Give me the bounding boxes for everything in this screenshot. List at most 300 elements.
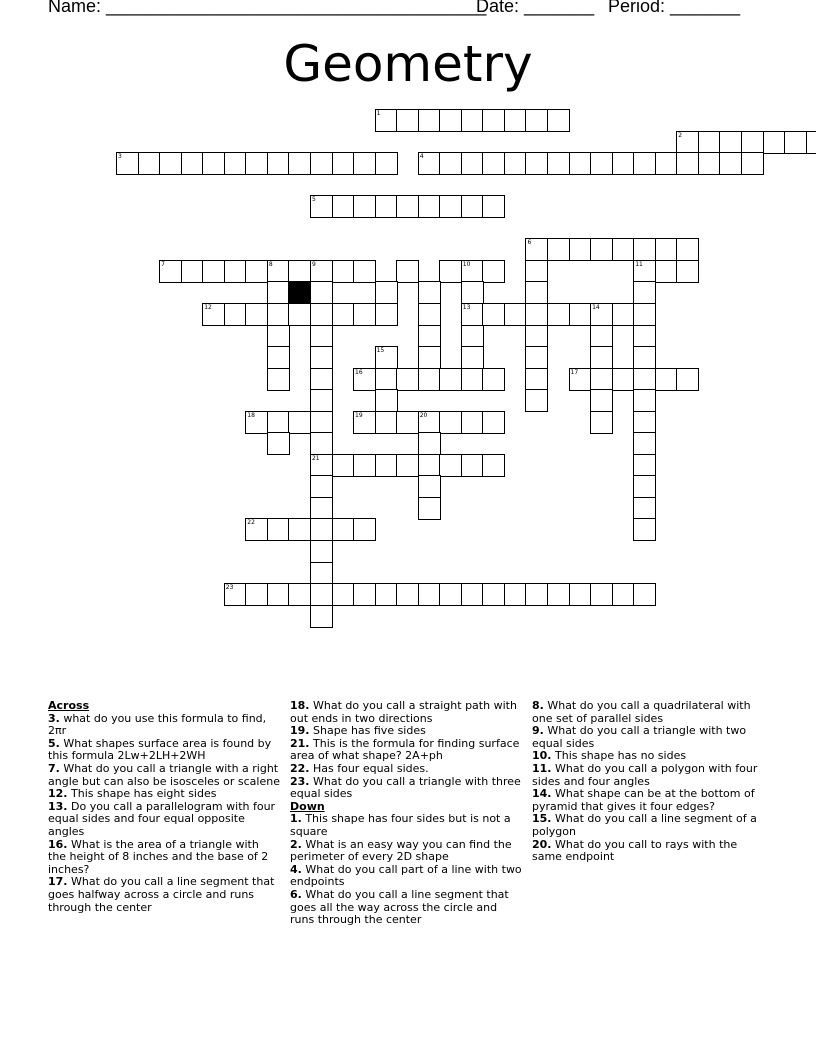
crossword-cell[interactable] bbox=[138, 152, 161, 175]
crossword-cell[interactable] bbox=[547, 583, 570, 606]
crossword-cell[interactable] bbox=[310, 605, 333, 628]
crossword-cell[interactable] bbox=[310, 475, 333, 498]
crossword-cell[interactable] bbox=[353, 152, 376, 175]
clue-section-heading: Across bbox=[48, 699, 90, 712]
crossword-cell[interactable] bbox=[224, 303, 247, 326]
crossword-cell[interactable] bbox=[461, 152, 484, 175]
clue-item-number: 8. bbox=[532, 699, 544, 712]
crossword-cell[interactable] bbox=[396, 109, 419, 132]
crossword-cell[interactable] bbox=[418, 109, 441, 132]
crossword-cell[interactable] bbox=[633, 432, 656, 455]
crossword-cell[interactable] bbox=[288, 518, 311, 541]
clue-item-text: What do you call a line segment of a polygon bbox=[532, 812, 757, 838]
crossword-cell[interactable] bbox=[525, 303, 548, 326]
crossword-cell[interactable] bbox=[245, 411, 268, 434]
crossword-cell[interactable] bbox=[332, 152, 355, 175]
crossword-cell[interactable] bbox=[418, 497, 441, 520]
crossword-cell[interactable] bbox=[612, 152, 635, 175]
crossword-cell[interactable] bbox=[633, 346, 656, 369]
crossword-cell[interactable] bbox=[461, 325, 484, 348]
clue-item-text: What shapes surface area is found by this formula 2Lw+2LH+2WH bbox=[48, 736, 272, 763]
crossword-cell[interactable] bbox=[504, 109, 527, 132]
clue-item-text: What do you call a triangle with two equal sides bbox=[532, 724, 747, 750]
crossword-cell[interactable] bbox=[547, 152, 570, 175]
period-field[interactable]: Period: _______ bbox=[608, 0, 741, 16]
crossword-cell[interactable] bbox=[418, 475, 441, 498]
crossword-cell[interactable] bbox=[267, 303, 290, 326]
clue-item bbox=[290, 776, 522, 801]
clue-item bbox=[532, 763, 764, 788]
crossword-cell[interactable] bbox=[590, 368, 613, 391]
crossword-cell[interactable] bbox=[612, 583, 635, 606]
crossword-cell[interactable] bbox=[633, 454, 656, 477]
clue-item bbox=[290, 738, 522, 763]
crossword-cell[interactable] bbox=[310, 195, 333, 218]
clue-number: 12 bbox=[204, 303, 212, 311]
crossword-cell[interactable] bbox=[310, 325, 333, 348]
crossword-cell[interactable] bbox=[267, 432, 290, 455]
crossword-cell[interactable] bbox=[267, 260, 290, 283]
clue-number: 4 bbox=[419, 153, 424, 161]
clue-item-number: 3. bbox=[48, 711, 60, 725]
crossword-cell[interactable] bbox=[612, 368, 635, 391]
crossword-cell[interactable] bbox=[655, 260, 678, 283]
clue-item-number: 19. bbox=[290, 724, 310, 738]
crossword-cell[interactable] bbox=[590, 303, 613, 326]
date-field[interactable]: Date: _______ bbox=[476, 0, 595, 16]
crossword-cell[interactable] bbox=[590, 152, 613, 175]
crossword-cell[interactable] bbox=[655, 238, 678, 261]
crossword-cell[interactable] bbox=[439, 195, 462, 218]
crossword-cell[interactable] bbox=[310, 260, 333, 283]
crossword-cell[interactable] bbox=[569, 303, 592, 326]
crossword-cell[interactable] bbox=[633, 368, 656, 391]
clue-item-text: This is the formula for finding surface area of what shape? 2A+ph bbox=[290, 736, 520, 763]
clue-item-number: 2. bbox=[290, 837, 302, 851]
crossword-cell[interactable] bbox=[461, 260, 484, 283]
crossword-cell[interactable] bbox=[719, 152, 742, 175]
crossword-cell[interactable] bbox=[676, 368, 699, 391]
crossword-cell[interactable] bbox=[375, 281, 398, 304]
crossword-cell[interactable] bbox=[202, 152, 225, 175]
crossword-cell[interactable] bbox=[418, 368, 441, 391]
crossword-cell[interactable] bbox=[439, 411, 462, 434]
crossword-cell[interactable] bbox=[224, 583, 247, 606]
clue-number: 2 bbox=[678, 131, 683, 139]
clue-item-number: 12. bbox=[48, 787, 68, 801]
crossword-cell[interactable] bbox=[439, 260, 462, 283]
crossword-cell[interactable] bbox=[590, 346, 613, 369]
clue-item-number: 10. bbox=[532, 749, 552, 763]
crossword-cell[interactable] bbox=[633, 497, 656, 520]
clue-number: 5 bbox=[311, 196, 316, 204]
crossword-cell[interactable] bbox=[741, 131, 764, 154]
clue-item bbox=[290, 700, 522, 725]
name-field[interactable]: Name: ______________________________________ bbox=[48, 0, 487, 16]
clue-item-number: 13. bbox=[48, 799, 68, 813]
crossword-cell[interactable] bbox=[332, 195, 355, 218]
crossword-cell[interactable] bbox=[245, 303, 268, 326]
crossword-cell[interactable] bbox=[353, 303, 376, 326]
clue-item-number: 18. bbox=[290, 699, 310, 712]
crossword-cell[interactable] bbox=[525, 238, 548, 261]
crossword-cell[interactable] bbox=[504, 303, 527, 326]
clue-item-text: What is an easy way you can find the perimeter of every 2D shape bbox=[290, 837, 512, 864]
clue-item-text: What shape can be at the bottom of pyramid that gives it four edges? bbox=[532, 787, 755, 813]
crossword-cell[interactable] bbox=[418, 195, 441, 218]
crossword-cell[interactable] bbox=[590, 389, 613, 412]
crossword-cell[interactable] bbox=[332, 583, 355, 606]
clue-item bbox=[290, 889, 522, 927]
crossword-cell[interactable] bbox=[439, 368, 462, 391]
crossword-cell[interactable] bbox=[741, 152, 764, 175]
crossword-cell[interactable] bbox=[547, 303, 570, 326]
crossword-cell[interactable] bbox=[310, 368, 333, 391]
crossword-cell[interactable] bbox=[590, 411, 613, 434]
clue-item bbox=[290, 813, 522, 838]
crossword-cell[interactable] bbox=[569, 238, 592, 261]
crossword-cell[interactable] bbox=[633, 389, 656, 412]
crossword-cell[interactable] bbox=[418, 325, 441, 348]
clue-number: 15 bbox=[376, 347, 385, 355]
crossword-cell[interactable] bbox=[310, 411, 333, 434]
clues-column-1 bbox=[48, 700, 280, 914]
crossword-cell[interactable] bbox=[310, 152, 333, 175]
crossword-cell[interactable] bbox=[245, 260, 268, 283]
clue-number: 20 bbox=[419, 411, 428, 419]
crossword-cell[interactable] bbox=[525, 109, 548, 132]
crossword-cell[interactable] bbox=[633, 260, 656, 283]
crossword-cell[interactable] bbox=[461, 109, 484, 132]
crossword-cell[interactable] bbox=[482, 454, 505, 477]
clue-item-text: What do you call a straight path with out ends in two directions bbox=[290, 699, 517, 725]
crossword-cell[interactable] bbox=[310, 303, 333, 326]
crossword-cell[interactable] bbox=[547, 238, 570, 261]
crossword-cell[interactable] bbox=[525, 389, 548, 412]
clue-number: 22 bbox=[247, 519, 255, 527]
crossword-cell[interactable] bbox=[784, 131, 807, 154]
crossword-cell[interactable] bbox=[159, 152, 182, 175]
crossword-cell[interactable] bbox=[482, 583, 505, 606]
crossword-cell[interactable] bbox=[569, 583, 592, 606]
crossword-cell[interactable] bbox=[267, 281, 290, 304]
clues-column-2 bbox=[290, 700, 522, 927]
clue-number: 7 bbox=[161, 260, 165, 268]
crossword-cell[interactable] bbox=[396, 583, 419, 606]
crossword-cell[interactable] bbox=[375, 346, 398, 369]
crossword-cell[interactable] bbox=[159, 260, 182, 283]
crossword-cell[interactable] bbox=[461, 281, 484, 304]
crossword-cell[interactable] bbox=[353, 411, 376, 434]
crossword-cell[interactable] bbox=[525, 325, 548, 348]
clue-number: 9 bbox=[311, 260, 316, 268]
crossword-cell[interactable] bbox=[504, 583, 527, 606]
page-title: Geometry bbox=[283, 35, 533, 93]
clue-item-number: 15. bbox=[532, 812, 552, 826]
crossword-cell[interactable] bbox=[396, 260, 419, 283]
clue-item-text: What do you call a polygon with four sides and four angles bbox=[532, 761, 758, 788]
crossword-cell[interactable] bbox=[310, 346, 333, 369]
crossword-cell[interactable] bbox=[375, 583, 398, 606]
clue-number: 23 bbox=[225, 584, 234, 592]
crossword-block bbox=[288, 281, 311, 304]
clue-item-number: 5. bbox=[48, 736, 60, 750]
clue-section-heading: Down bbox=[290, 799, 325, 813]
crossword-cell[interactable] bbox=[676, 131, 699, 154]
crossword-cell[interactable] bbox=[353, 368, 376, 391]
crossword-cell[interactable] bbox=[418, 281, 441, 304]
crossword-cell[interactable] bbox=[224, 152, 247, 175]
clue-item-text: What is the area of a triangle with the height of 8 inches and the base of 2 inches? bbox=[48, 837, 269, 876]
clue-item-number: 9. bbox=[532, 724, 544, 738]
crossword-cell[interactable] bbox=[310, 497, 333, 520]
crossword-cell[interactable] bbox=[633, 475, 656, 498]
clue-item-text: what do you use this formula to find, 2πr bbox=[48, 711, 267, 738]
clue-number: 10 bbox=[462, 260, 471, 268]
crossword-cell[interactable] bbox=[569, 368, 592, 391]
clue-item-text: This shape has eight sides bbox=[67, 787, 217, 801]
clue-item bbox=[48, 839, 280, 877]
crossword-cell[interactable] bbox=[245, 583, 268, 606]
clue-item-text: What do you call a quadrilateral with one set of parallel sides bbox=[532, 699, 751, 725]
clue-item-text: What do you call a triangle with three equal sides bbox=[290, 774, 521, 801]
clue-number: 3 bbox=[118, 153, 122, 161]
crossword-cell[interactable] bbox=[375, 411, 398, 434]
clue-item-number: 6. bbox=[290, 887, 302, 901]
crossword-cell[interactable] bbox=[633, 152, 656, 175]
clue-item-text: What do you call part of a line with two endpoints bbox=[290, 862, 522, 889]
crossword-cell[interactable] bbox=[655, 152, 678, 175]
crossword-cell[interactable] bbox=[612, 238, 635, 261]
crossword-cell[interactable] bbox=[375, 152, 398, 175]
clue-number: 13 bbox=[462, 303, 471, 311]
crossword-cell[interactable] bbox=[525, 346, 548, 369]
crossword-cell[interactable] bbox=[590, 583, 613, 606]
crossword-cell[interactable] bbox=[676, 152, 699, 175]
crossword-cell[interactable] bbox=[461, 454, 484, 477]
clue-item-text: Has four equal sides. bbox=[309, 761, 429, 775]
crossword-cell[interactable] bbox=[288, 411, 311, 434]
crossword-cell[interactable] bbox=[310, 540, 333, 563]
crossword-cell[interactable] bbox=[267, 368, 290, 391]
crossword-cell[interactable] bbox=[547, 109, 570, 132]
clue-item bbox=[290, 864, 522, 889]
clue-number: 17 bbox=[570, 368, 579, 376]
clue-item-text: Shape has five sides bbox=[309, 724, 426, 738]
crossword-cell[interactable] bbox=[461, 411, 484, 434]
crossword-cell[interactable] bbox=[612, 303, 635, 326]
crossword-cell[interactable] bbox=[482, 260, 505, 283]
crossword-cell[interactable] bbox=[633, 303, 656, 326]
clue-item-text: What do you call a line segment that goes all the way across the circle and runs through the center bbox=[290, 887, 509, 927]
crossword-cell[interactable] bbox=[482, 195, 505, 218]
clue-item-number: 1. bbox=[290, 812, 302, 826]
crossword-cell[interactable] bbox=[245, 518, 268, 541]
crossword-cell[interactable] bbox=[353, 195, 376, 218]
crossword-cell[interactable] bbox=[375, 109, 398, 132]
crossword-cell[interactable] bbox=[353, 454, 376, 477]
crossword-cell[interactable] bbox=[418, 152, 441, 175]
crossword-cell[interactable] bbox=[267, 583, 290, 606]
clue-number: 14 bbox=[592, 303, 600, 311]
crossword-cell[interactable] bbox=[375, 454, 398, 477]
crossword-cell[interactable] bbox=[676, 238, 699, 261]
clue-item bbox=[48, 876, 280, 914]
crossword-cell[interactable] bbox=[116, 152, 139, 175]
crossword-cell[interactable] bbox=[396, 368, 419, 391]
crossword-cell[interactable] bbox=[482, 109, 505, 132]
crossword-cell[interactable] bbox=[267, 325, 290, 348]
crossword-cell[interactable] bbox=[633, 518, 656, 541]
crossword-cell[interactable] bbox=[569, 152, 592, 175]
clue-item-text: What do you call to rays with the same endpoint bbox=[532, 837, 738, 864]
crossword-cell[interactable] bbox=[288, 303, 311, 326]
clue-item-number: 21. bbox=[290, 736, 310, 750]
clue-item bbox=[290, 839, 522, 864]
crossword-cell[interactable] bbox=[396, 195, 419, 218]
crossword-cell[interactable] bbox=[525, 583, 548, 606]
crossword-cell[interactable] bbox=[375, 368, 398, 391]
clues-column-3 bbox=[532, 700, 764, 864]
crossword-cell[interactable] bbox=[633, 411, 656, 434]
crossword-cell[interactable] bbox=[310, 454, 333, 477]
crossword-cell[interactable] bbox=[676, 260, 699, 283]
crossword-cell[interactable] bbox=[633, 281, 656, 304]
crossword-cell[interactable] bbox=[310, 583, 333, 606]
crossword-cell[interactable] bbox=[418, 346, 441, 369]
crossword-cell[interactable] bbox=[353, 583, 376, 606]
clue-item-text: What do you call a triangle with a right angle but can also be isosceles or scalene bbox=[48, 761, 280, 788]
crossword-cell[interactable] bbox=[332, 260, 355, 283]
clue-number: 1 bbox=[376, 110, 381, 117]
crossword-cell[interactable] bbox=[288, 260, 311, 283]
clue-item-number: 20. bbox=[532, 837, 552, 851]
crossword-cell[interactable] bbox=[461, 583, 484, 606]
crossword-cell[interactable] bbox=[418, 432, 441, 455]
crossword-cell[interactable] bbox=[763, 131, 786, 154]
crossword-cell[interactable] bbox=[353, 518, 376, 541]
crossword-cell[interactable] bbox=[504, 152, 527, 175]
clue-item-text: This shape has no sides bbox=[551, 749, 687, 763]
crossword-cell[interactable] bbox=[439, 152, 462, 175]
clue-item-number: 22. bbox=[290, 761, 310, 775]
crossword-cell[interactable] bbox=[439, 109, 462, 132]
crossword-cell[interactable] bbox=[267, 518, 290, 541]
crossword-cell[interactable] bbox=[482, 152, 505, 175]
crossword-cell[interactable] bbox=[310, 389, 333, 412]
crossword-cell[interactable] bbox=[310, 518, 333, 541]
crossword-cell[interactable] bbox=[655, 368, 678, 391]
crossword-cell[interactable] bbox=[482, 411, 505, 434]
crossword-cell[interactable] bbox=[375, 389, 398, 412]
crossword-cell[interactable] bbox=[698, 152, 721, 175]
crossword-cell[interactable] bbox=[461, 368, 484, 391]
crossword-cell[interactable] bbox=[288, 152, 311, 175]
crossword-cell[interactable] bbox=[267, 152, 290, 175]
crossword-cell[interactable] bbox=[590, 325, 613, 348]
crossword-cell[interactable] bbox=[267, 346, 290, 369]
crossword-cell[interactable] bbox=[698, 131, 721, 154]
crossword-cell[interactable] bbox=[202, 303, 225, 326]
crossword-cell[interactable] bbox=[418, 303, 441, 326]
clue-number: 18 bbox=[247, 411, 255, 419]
clue-item-number: 4. bbox=[290, 862, 302, 876]
clue-item-text: Do you call a parallelogram with four equal sides and four equal opposite angles bbox=[48, 799, 276, 838]
clue-number: 11 bbox=[635, 260, 643, 268]
clue-item bbox=[532, 700, 764, 725]
crossword-cell[interactable] bbox=[181, 152, 204, 175]
crossword-cell[interactable] bbox=[806, 131, 816, 154]
crossword-cell[interactable] bbox=[310, 562, 333, 585]
crossword-cell[interactable] bbox=[590, 238, 613, 261]
clue-item-number: 14. bbox=[532, 787, 552, 801]
crossword-cell[interactable] bbox=[375, 195, 398, 218]
crossword-cell[interactable] bbox=[332, 303, 355, 326]
clue-number: 16 bbox=[355, 368, 363, 376]
crossword-cell[interactable] bbox=[439, 583, 462, 606]
clue-item-text: What do you call a line segment that goes halfway across a circle and runs through the center bbox=[48, 875, 275, 914]
crossword-cell[interactable] bbox=[396, 454, 419, 477]
crossword-cell[interactable] bbox=[332, 518, 355, 541]
clue-item-number: 23. bbox=[290, 774, 310, 788]
crossword-cell[interactable] bbox=[418, 583, 441, 606]
crossword-cell[interactable] bbox=[310, 432, 333, 455]
clue-item-number: 16. bbox=[48, 837, 68, 851]
clue-item-number: 11. bbox=[532, 761, 552, 775]
clue-item bbox=[532, 788, 764, 813]
clue-item bbox=[48, 738, 280, 763]
crossword-cell[interactable] bbox=[439, 454, 462, 477]
crossword-cell[interactable] bbox=[310, 281, 333, 304]
crossword-cell[interactable] bbox=[353, 260, 376, 283]
crossword-cell[interactable] bbox=[267, 411, 290, 434]
crossword-cell[interactable] bbox=[525, 260, 548, 283]
crossword-cell[interactable] bbox=[482, 368, 505, 391]
crossword-cell[interactable] bbox=[288, 583, 311, 606]
crossword-cell[interactable] bbox=[224, 260, 247, 283]
clue-item bbox=[48, 713, 280, 738]
crossword-cell[interactable] bbox=[633, 325, 656, 348]
crossword-cell[interactable] bbox=[525, 368, 548, 391]
crossword-cell[interactable] bbox=[245, 152, 268, 175]
crossword-cell[interactable] bbox=[418, 454, 441, 477]
clue-number: 8 bbox=[268, 260, 273, 268]
crossword-cell[interactable] bbox=[418, 411, 441, 434]
crossword-cell[interactable] bbox=[633, 238, 656, 261]
crossword-cell[interactable] bbox=[525, 152, 548, 175]
crossword-cell[interactable] bbox=[461, 346, 484, 369]
crossword-cell[interactable] bbox=[181, 260, 204, 283]
crossword-cell[interactable] bbox=[202, 260, 225, 283]
crossword-cell[interactable] bbox=[482, 303, 505, 326]
crossword-cell[interactable] bbox=[461, 195, 484, 218]
crossword-cell[interactable] bbox=[375, 303, 398, 326]
clue-item bbox=[532, 813, 764, 838]
crossword-cell[interactable] bbox=[633, 583, 656, 606]
clue-item bbox=[48, 763, 280, 788]
crossword-cell[interactable] bbox=[396, 411, 419, 434]
crossword-cell[interactable] bbox=[461, 303, 484, 326]
crossword-cell[interactable] bbox=[719, 131, 742, 154]
clue-number: 21 bbox=[311, 454, 320, 462]
clue-item bbox=[532, 725, 764, 750]
clue-item bbox=[532, 839, 764, 864]
clue-number: 19 bbox=[355, 411, 363, 419]
clue-number: 6 bbox=[527, 239, 532, 247]
crossword-cell[interactable] bbox=[332, 454, 355, 477]
clue-item-number: 17. bbox=[48, 875, 68, 889]
crossword-cell[interactable] bbox=[525, 281, 548, 304]
